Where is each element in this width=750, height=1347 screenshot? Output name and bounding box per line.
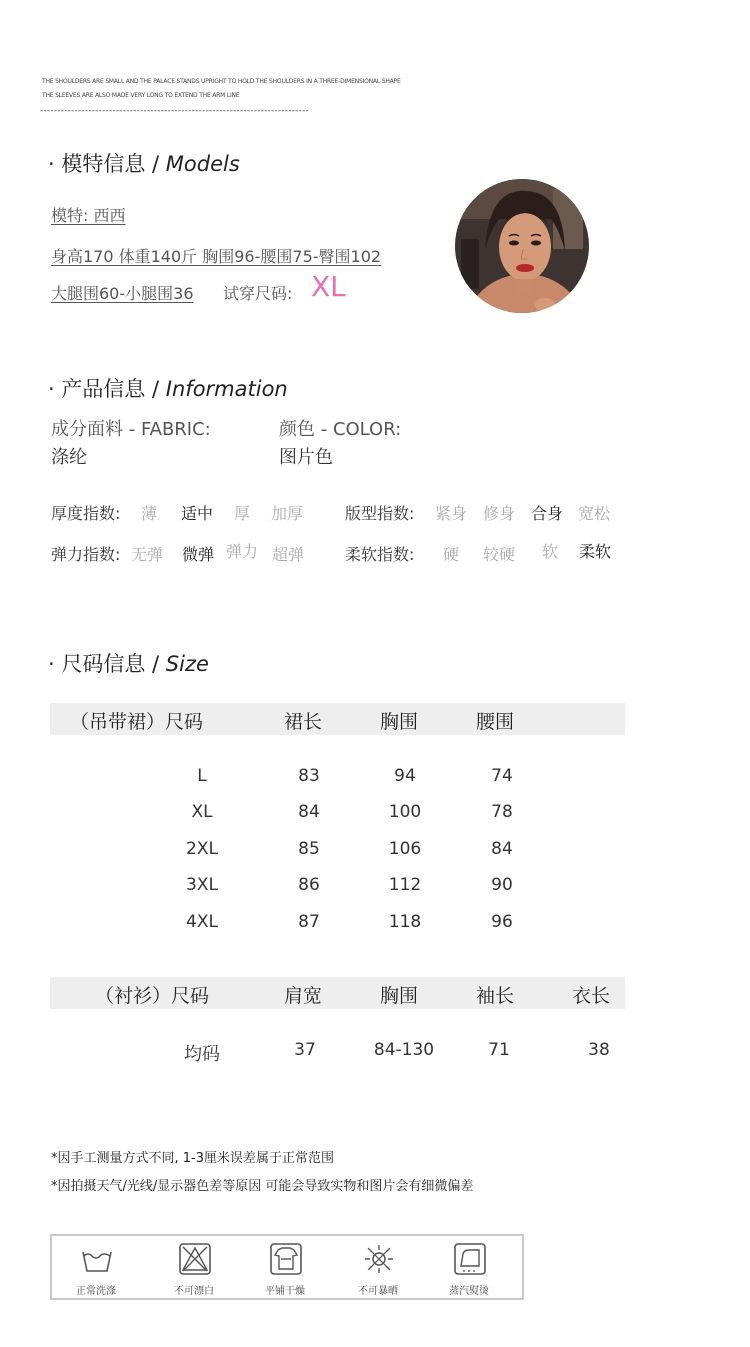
shirt-header-size: （衬衫）尺码 (95, 985, 210, 1007)
thickness-option-thick: 厚 (234, 504, 251, 523)
no-sun-icon (362, 1242, 396, 1276)
care-label-dry-flat: 平铺干燥 (265, 1286, 305, 1297)
model-measurements-1: 身高170 体重140斤 胸围96-腰围75-臀围102 (51, 247, 382, 266)
dress-cell-size: L (197, 766, 207, 786)
elasticity-option-slight: 微弹 (182, 545, 215, 564)
elasticity-option-none: 无弹 (131, 545, 164, 564)
header-divider: ------------------------------------------------------------------------------ (40, 106, 309, 116)
dress-cell-waist: 96 (491, 912, 513, 932)
fit-option-regular: 合身 (531, 504, 564, 523)
elasticity-option-super: 超弹 (272, 545, 305, 564)
dress-cell-waist: 74 (491, 766, 513, 786)
care-label-no-bleach: 不可漂白 (174, 1286, 214, 1297)
softness-option-very-soft: 柔软 (579, 542, 612, 561)
shirt-header-sleeve: 袖长 (476, 985, 515, 1007)
dress-cell-length: 86 (298, 875, 320, 895)
dress-cell-bust: 100 (388, 802, 422, 822)
shirt-header-bust: 胸围 (380, 985, 419, 1007)
steam-iron-icon (453, 1242, 487, 1276)
care-item-dry-flat (245, 1236, 325, 1298)
dress-cell-length: 87 (298, 912, 320, 932)
dress-header-bust: 胸围 (380, 711, 419, 733)
color-value: 图片色 (279, 447, 333, 468)
dress-cell-waist: 78 (491, 802, 513, 822)
shirt-cell-shoulder: 37 (294, 1040, 316, 1060)
thickness-option-thin: 薄 (141, 504, 158, 523)
shirt-cell-size: 均码 (184, 1044, 220, 1065)
size-title-cn: · 尺码信息 / (48, 652, 160, 676)
dress-cell-size: 2XL (186, 839, 218, 859)
fit-option-slim: 修身 (483, 504, 516, 523)
header-line-1: THE SHOULDERS ARE SMALL AND THE PALACE STANDS UPRIGHT TO HOLD THE SHOULDERS IN A THREE-DIMENSIONAL SHAPE (42, 78, 401, 85)
softness-option-hard: 硬 (443, 545, 460, 564)
note-measurement: *因手工测量方式不同, 1-3厘米误差属于正常范围 (51, 1151, 334, 1166)
care-instructions-panel (50, 1234, 524, 1300)
softness-option-soft: 软 (542, 542, 559, 561)
information-title (48, 373, 288, 403)
information-title-en: Information (165, 377, 288, 401)
fit-label: 版型指数: (345, 504, 415, 523)
dress-cell-bust: 112 (388, 875, 422, 895)
header-line-2: THE SLEEVES ARE ALSO MADE VERY LONG TO EXTEND THE ARM LINE (42, 92, 240, 99)
models-title-cn: · 模特信息 / (48, 152, 160, 176)
elasticity-label: 弹力指数: (51, 545, 121, 564)
models-title-en: Models (165, 152, 240, 176)
dress-cell-length: 85 (298, 839, 320, 859)
dry-flat-icon (269, 1242, 303, 1276)
shirt-cell-length: 38 (588, 1040, 610, 1060)
note-color-difference: *因拍摄天气/光线/显示器色差等原因 可能会导致实物和图片会有细微偏差 (51, 1179, 474, 1194)
model-portrait-image (455, 179, 589, 313)
dress-header-waist: 腰围 (476, 711, 515, 733)
model-measurements-2: 大腿围60-小腿围36 (51, 284, 194, 303)
dress-header-size: （吊带裙）尺码 (70, 711, 204, 733)
models-title (48, 148, 240, 178)
size-title (48, 648, 209, 678)
fabric-value: 涤纶 (51, 447, 87, 468)
dress-cell-length: 83 (298, 766, 320, 786)
no-bleach-icon (178, 1242, 212, 1276)
dress-cell-size: 3XL (186, 875, 218, 895)
dress-cell-waist: 90 (491, 875, 513, 895)
model-name: 模特: 西西 (51, 206, 126, 225)
trial-size-value: XL (311, 270, 346, 303)
care-label-steam-iron: 蒸汽熨烫 (449, 1286, 489, 1297)
fit-option-tight: 紧身 (435, 504, 468, 523)
model-avatar (455, 179, 589, 313)
dress-cell-length: 84 (298, 802, 320, 822)
color-label: 颜色 - COLOR: (279, 419, 402, 440)
care-item-no-bleach (154, 1236, 234, 1298)
trial-size-label: 试穿尺码: (223, 284, 293, 303)
information-title-cn: · 产品信息 / (48, 377, 160, 401)
dress-cell-bust: 106 (388, 839, 422, 859)
dress-cell-size: 4XL (186, 912, 218, 932)
thickness-option-medium: 适中 (181, 504, 214, 523)
shirt-header-length: 衣长 (572, 985, 611, 1007)
care-item-wash (56, 1236, 136, 1298)
dress-cell-bust: 118 (388, 912, 422, 932)
softness-option-firm: 较硬 (483, 545, 516, 564)
care-label-wash: 正常洗涤 (76, 1286, 116, 1297)
size-title-en: Size (165, 652, 209, 676)
thickness-label: 厚度指数: (51, 504, 121, 523)
wash-icon (80, 1242, 114, 1276)
care-item-no-sun (338, 1236, 418, 1298)
elasticity-option-elastic: 弹力 (226, 542, 259, 561)
fabric-label: 成分面料 - FABRIC: (51, 419, 211, 440)
dress-cell-bust: 94 (394, 766, 416, 786)
care-item-steam-iron (429, 1236, 509, 1298)
dress-header-length: 裙长 (284, 711, 323, 733)
shirt-header-shoulder: 肩宽 (284, 985, 323, 1007)
dress-cell-size: XL (191, 802, 213, 822)
softness-label: 柔软指数: (345, 545, 415, 564)
care-label-no-sun: 不可暴晒 (358, 1286, 398, 1297)
shirt-cell-bust: 84-130 (373, 1040, 435, 1060)
thickness-option-extra-thick: 加厚 (271, 504, 304, 523)
dress-cell-waist: 84 (491, 839, 513, 859)
shirt-cell-sleeve: 71 (488, 1040, 510, 1060)
fit-option-loose: 宽松 (578, 504, 611, 523)
